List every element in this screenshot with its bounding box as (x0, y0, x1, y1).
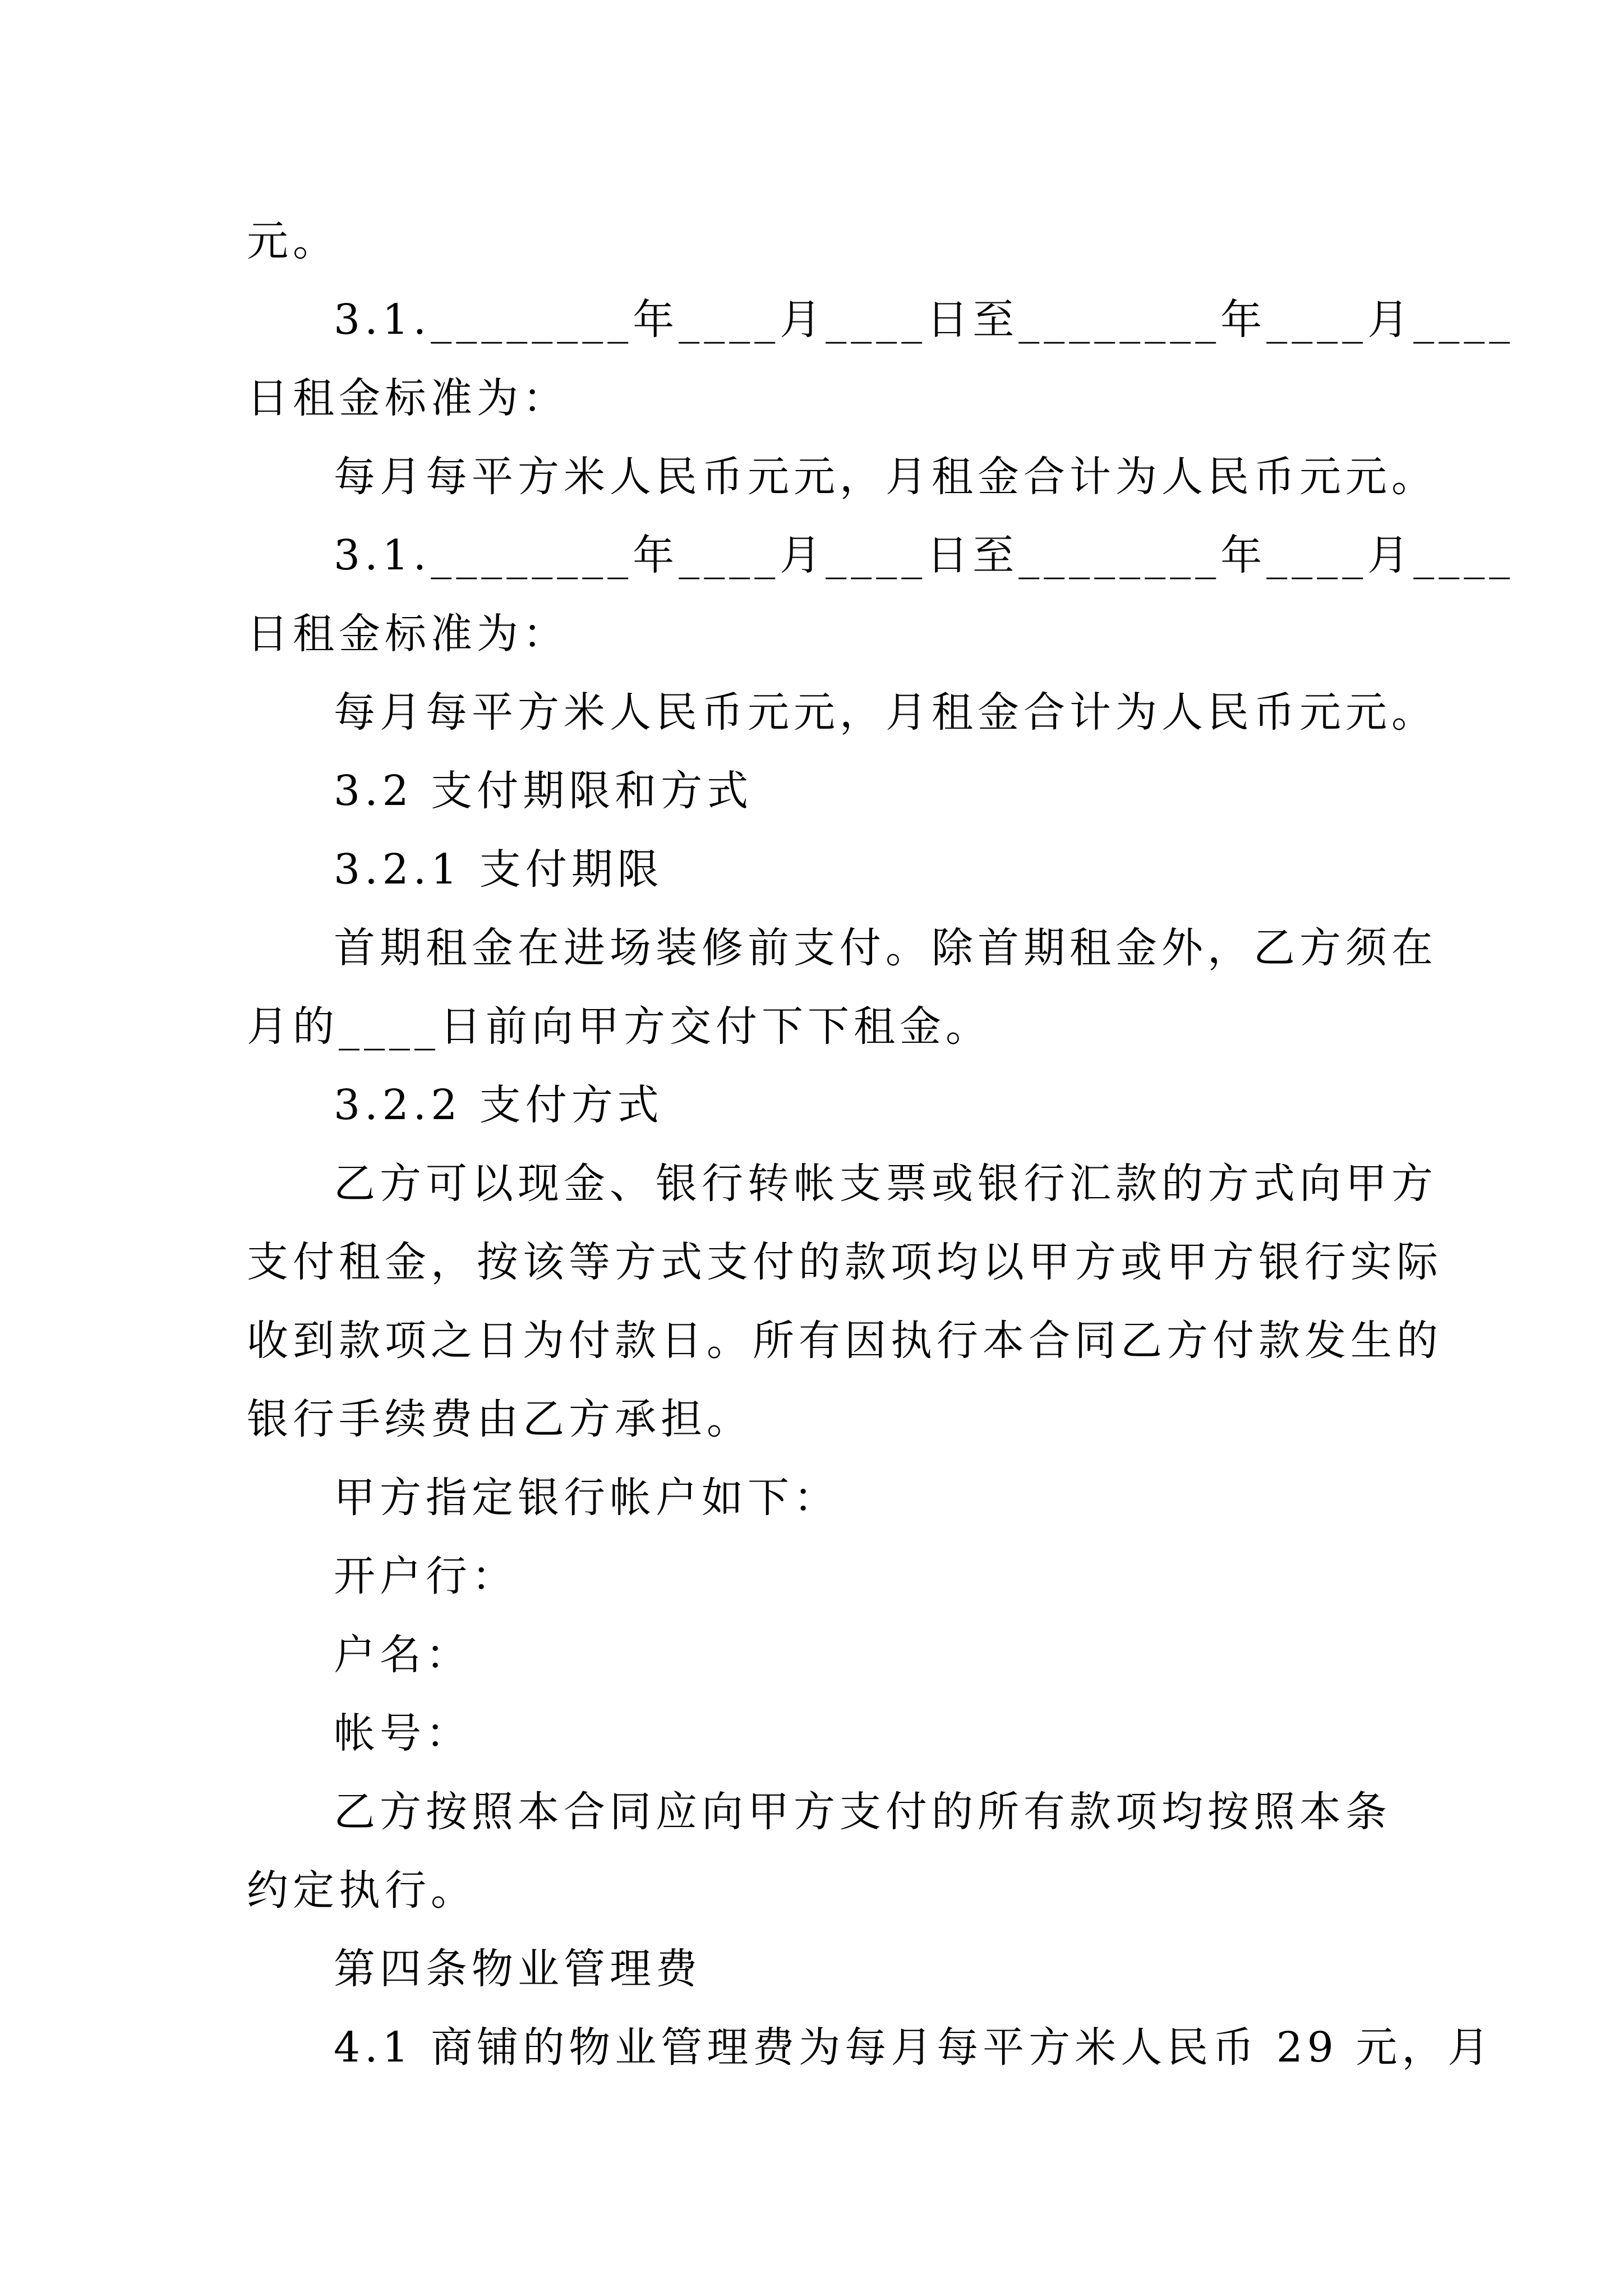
text-line: 每月每平方米人民币元元，月租金合计为人民币元元。 (334, 453, 1437, 501)
text-line: 约定执行。 (247, 1866, 477, 1915)
text-line: 收到款项之日为付款日。所有因执行本合同乙方付款发生的 (247, 1317, 1442, 1365)
text-line: 首期租金在进场装修前支付。除首期租金外，乙方须在 (334, 924, 1437, 972)
text-line: 每月每平方米人民币元元，月租金合计为人民币元元。 (334, 688, 1437, 737)
text-line: 乙方可以现金、银行转帐支票或银行汇款的方式向甲方 (334, 1159, 1437, 1208)
text-line: 3.1.________年____月____日至________年____月____ (334, 296, 1515, 344)
account-number-label: 帐号： (334, 1709, 472, 1757)
text-line: 银行手续费由乙方承担。 (247, 1395, 753, 1443)
text-line: 元。 (247, 217, 339, 265)
text-line: 甲方指定银行帐户如下： (334, 1474, 840, 1522)
section-heading: 3.2 支付期限和方式 (334, 767, 753, 815)
text-line: 日租金标准为： (247, 374, 569, 422)
subsection-heading: 3.2.1 支付期限 (334, 845, 663, 894)
article-heading: 第四条物业管理费 (334, 1945, 702, 1993)
account-name-label: 户名： (334, 1631, 472, 1679)
subsection-heading: 3.2.2 支付方式 (334, 1081, 663, 1129)
text-line: 月的____日前向甲方交付下下租金。 (247, 1002, 992, 1051)
text-line: 支付租金，按该等方式支付的款项均以甲方或甲方银行实际 (247, 1238, 1442, 1286)
text-line: 3.1.________年____月____日至________年____月____ (334, 531, 1515, 579)
text-line: 乙方按照本合同应向甲方支付的所有款项均按照本条 (334, 1788, 1391, 1836)
document-body (247, 202, 1515, 2087)
text-line: 4.1 商铺的物业管理费为每月每平方米人民币 29 元，月 (334, 2023, 1494, 2072)
text-line: 日租金标准为： (247, 610, 569, 658)
bank-field-label: 开户行： (334, 1552, 518, 1600)
